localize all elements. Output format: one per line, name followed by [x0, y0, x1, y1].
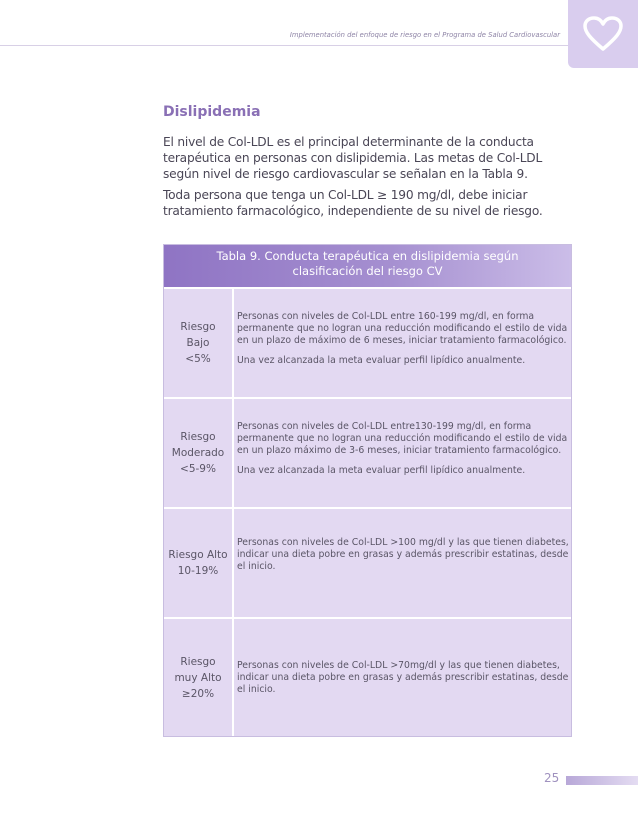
risk-cell	[164, 619, 232, 736]
page-number-bar	[566, 776, 638, 785]
risk-percent: <5-9%	[180, 463, 216, 475]
header-rule	[0, 45, 638, 46]
risk-cell	[164, 509, 232, 617]
table-row-riesgo-muy-alto	[164, 619, 571, 736]
table-row-riesgo-alto	[164, 509, 571, 617]
risk-label-line: Riesgo	[180, 655, 216, 668]
risk-cell	[164, 399, 232, 507]
therapy-note: Una vez alcanzada la meta evaluar perfil lipídico anualmente.	[237, 465, 526, 476]
table-title-line-2: clasificación del riesgo CV	[292, 264, 443, 278]
risk-label-line: Bajo	[186, 337, 210, 349]
therapy-description: Personas con niveles de Col-LDL >100 mg/dl y las que tienen diabetes, indicar una dieta pobre en grasas y además prescribir estatinas, desde el inicio.	[237, 537, 569, 572]
risk-label-line: muy Alto	[174, 671, 222, 684]
paragraph-1: El nivel de Col-LDL es el principal determinante de la conducta terapéutica en personas con dislipidemia. Las metas de Col-LDL según nivel de riesgo cardiovascular se señalan en la Tabla 9.	[163, 135, 543, 181]
running-title: Implementación del enfoque de riesgo en el Programa de Salud Cardiovascular	[289, 31, 560, 39]
risk-label-line: Moderado	[171, 447, 225, 459]
therapy-cell	[234, 509, 571, 617]
therapy-cell	[234, 619, 571, 736]
table-row-riesgo-moderado	[164, 399, 571, 507]
therapy-description: Personas con niveles de Col-LDL entre 160-199 mg/dl, en forma permanente que no logran una reducción modificando el estilo de vida en un plazo de máximo de 6 meses, iniciar tratamiento farmacológico.	[237, 311, 568, 346]
section-title: Dislipidemia	[163, 104, 261, 120]
page-number: 25	[544, 771, 560, 785]
paragraph-2: Toda persona que tenga un Col-LDL ≥ 190 mg/dl, debe iniciar tratamiento farmacológico, independiente de su nivel de riesgo.	[163, 188, 543, 218]
header-tab	[568, 0, 638, 68]
risk-label-line: Riesgo	[180, 431, 216, 443]
table-title-line-1: Tabla 9. Conducta terapéutica en dislipidemia según	[216, 249, 519, 263]
risk-percent: ≥20%	[181, 687, 215, 700]
therapy-description: Personas con niveles de Col-LDL entre130-199 mg/dl, en forma permanente que no logran una reducción modificando el estilo de vida en un plazo máximo de 3-6 meses, iniciar tratamiento farmacológico.	[237, 421, 568, 456]
risk-label-line: Riesgo Alto	[168, 549, 228, 561]
therapy-note: Una vez alcanzada la meta evaluar perfil lipídico anualmente.	[237, 355, 526, 366]
therapy-description: Personas con niveles de Col-LDL >70mg/dl y las que tienen diabetes, indicar una dieta pobre en grasas y además prescribir estatinas, desde el inicio.	[237, 660, 569, 695]
table-row-riesgo-bajo	[164, 289, 571, 397]
therapy-table	[163, 244, 572, 737]
heart-icon	[582, 16, 624, 52]
risk-label-line: Riesgo	[180, 321, 216, 333]
table-header	[164, 245, 571, 287]
therapy-cell	[234, 289, 571, 397]
therapy-cell	[234, 399, 571, 507]
risk-cell	[164, 289, 232, 397]
risk-percent: <5%	[185, 353, 211, 365]
risk-percent: 10-19%	[177, 565, 219, 577]
